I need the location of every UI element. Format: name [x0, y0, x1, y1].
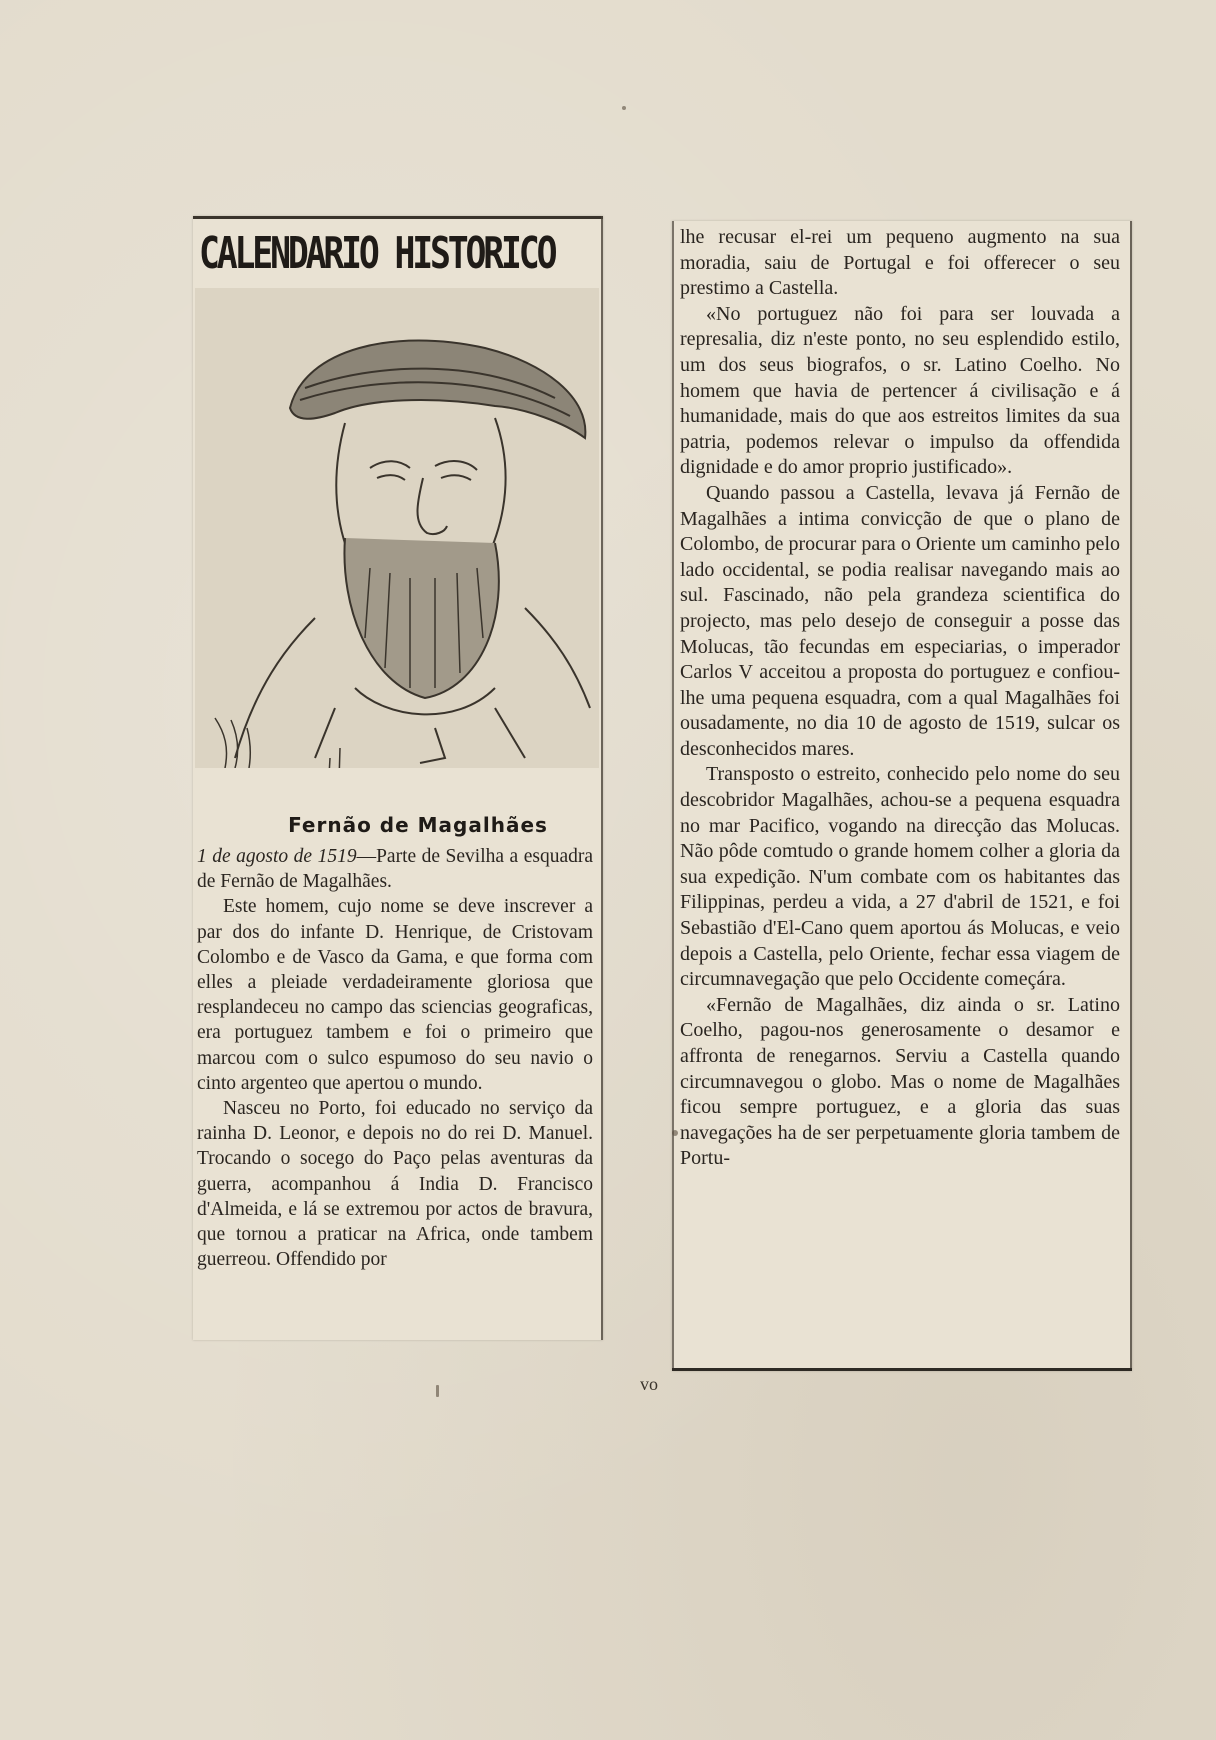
magellan-portrait-engraving	[195, 288, 599, 768]
paragraph: Nasceu no Porto, foi educado no serviço da rainha D. Leonor, e depois no do rei D. Manuel. Trocando o socego do Paço pelas aventuras da guerra, acompanhou á India D. Francisco d'Almeida, e lá se extremou por actos de bravura, que tornou a praticar na Africa, onde tambem guerreou. Offendido por	[197, 1098, 593, 1271]
column-rule-right	[1130, 221, 1132, 1371]
entry-date: 1 de agosto de 1519	[197, 846, 357, 867]
masthead-title: CALENDARIO HISTORICO	[199, 228, 555, 279]
ink-spot	[622, 106, 626, 110]
paragraph: Transposto o estreito, conhecido pelo nome do seu descobridor Magalhães, achou-se a pequena esquadra no mar Pacifico, vogando na direcção das Molucas. Não pôde comtudo o grande homem colher a gloria da sua expedição. N'um combate com os habitantes das Filippinas, perdeu a vida, a 27 d'abril de 1521, e foi Sebastião d'El-Cano quem aportou ás Molucas, e veio depois a Castella, pelo Oriente, fechar essa viagem de circumnavegação que pelo Occidente começára.	[680, 763, 1120, 991]
portrait-caption: Fernão de Magalhães	[288, 813, 548, 837]
paragraph: «No portuguez não foi para ser louvada a represalia, diz n'este ponto, no seu esplendido estilo, um dos seus biografos, o sr. Latino Coelho. No homem que havia de pertencer á civilisação e á humanidade, mais do que aos estreitos limites da sua patria, podemos relevar o impulso da offendida dignidade e do amor proprio justificado».	[680, 302, 1120, 479]
ink-spot	[436, 1385, 439, 1397]
margin-note: vo	[640, 1374, 658, 1394]
bottom-rule	[672, 1368, 1132, 1371]
paragraph: «Fernão de Magalhães, diz ainda o sr. Latino Coelho, pagou-nos generosamente o desamor e affronta de renegarnos. Serviu a Castella quando circumnavegou o globo. Mas o nome de Magalhães ficou sempre portuguez, e a gloria das suas navegações ha de ser perpetuamente gloria tambem de Portu-	[680, 993, 1120, 1170]
top-rule	[193, 216, 603, 219]
left-column-text	[197, 844, 593, 1272]
column-rule-left	[672, 221, 674, 1371]
right-column-text	[680, 225, 1120, 1172]
column-rule-right	[601, 216, 603, 1340]
paragraph: lhe recusar el-rei um pequeno augmento na sua moradia, saiu de Portugal e foi offerecer o seu prestimo a Castella.	[680, 226, 1120, 300]
paragraph: —Parte de Sevilha a esquadra de Fernão de Magalhães.	[197, 846, 593, 893]
ink-spot	[672, 1130, 678, 1136]
clipping-left	[193, 216, 603, 1340]
paragraph: Este homem, cujo nome se deve inscrever a par dos do infante D. Henrique, de Cristovam Colombo e de Vasco da Gama, e que forma com elles a pleiade verdadeiramente gloriosa que resplandeceu no campo das sciencias geograficas, era portuguez tambem e foi o primeiro que marcou com o sulco espumoso do seu navio o cinto argenteo que apertou o mundo.	[197, 896, 593, 1094]
paragraph: Quando passou a Castella, levava já Fernão de Magalhães a intima convicção de que o plano de Colombo, de procurar para o Oriente um caminho pelo lado occidental, se podia realisar navegando mais ao sul. Fascinado, não pela grandeza scientifica do projecto, mas pelo desejo de conseguir a posse das Molucas, tão fecundas em especiarias, o imperador Carlos V acceitou a proposta do portuguez e confiou-lhe uma pequena esquadra, com a qual Magalhães foi ousadamente, no dia 10 de agosto de 1519, sulcar os desconhecidos mares.	[680, 481, 1120, 760]
clipping-right	[672, 221, 1132, 1371]
